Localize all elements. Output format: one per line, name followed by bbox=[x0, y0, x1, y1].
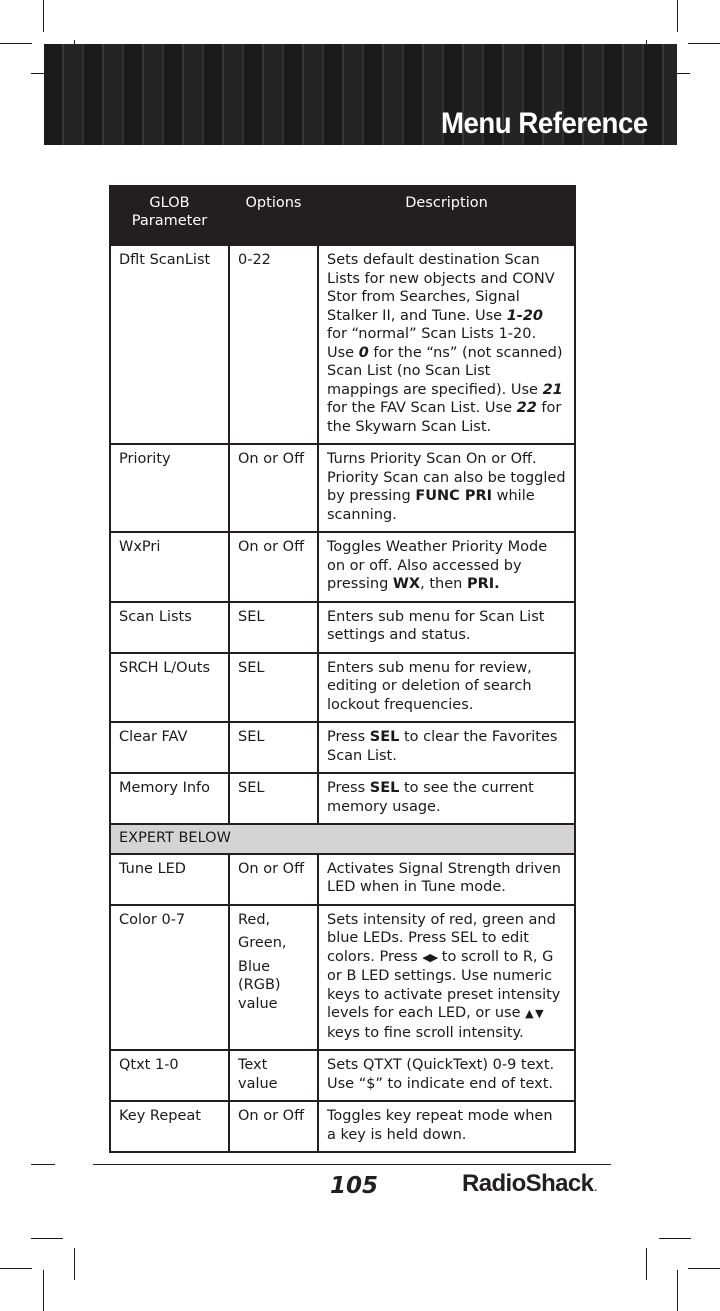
column-header-description: Description bbox=[318, 186, 575, 245]
parameter-cell: Clear FAV bbox=[110, 722, 229, 773]
crop-mark bbox=[74, 1248, 75, 1280]
options-cell: On or Off bbox=[229, 854, 318, 905]
table-row bbox=[110, 532, 575, 602]
crop-mark bbox=[646, 1248, 647, 1280]
crop-mark bbox=[31, 1164, 55, 1165]
brand-logo: RadioShack. bbox=[462, 1170, 597, 1197]
parameter-cell: Color 0-7 bbox=[110, 905, 229, 1051]
options-cell: SEL bbox=[229, 602, 318, 653]
options-cell: SEL bbox=[229, 773, 318, 824]
crop-mark bbox=[0, 43, 32, 44]
menu-reference-table bbox=[109, 185, 576, 1153]
description-cell: Sets QTXT (QuickText) 0-9 text. Use “$” to indicate end of text. bbox=[318, 1050, 575, 1101]
parameter-cell: Scan Lists bbox=[110, 602, 229, 653]
options-cell: On or Off bbox=[229, 444, 318, 532]
parameter-cell: Tune LED bbox=[110, 854, 229, 905]
parameter-cell: SRCH L/Outs bbox=[110, 653, 229, 723]
table-header-row bbox=[110, 186, 575, 245]
up-down-arrows-icon: ▲ ▼ bbox=[525, 1007, 543, 1020]
description-cell: Toggles Weather Priority Mode on or off. Also accessed by pressing WX, then PRI. bbox=[318, 532, 575, 602]
parameter-cell: Dflt ScanList bbox=[110, 245, 229, 444]
page-number: 105 bbox=[330, 1173, 379, 1199]
crop-mark bbox=[43, 1270, 44, 1311]
description-cell: Enters sub menu for Scan List settings and status. bbox=[318, 602, 575, 653]
options-cell: On or Off bbox=[229, 1101, 318, 1152]
description-cell: Activates Signal Strength driven LED when in Tune mode. bbox=[318, 854, 575, 905]
section-row-expert bbox=[110, 824, 575, 854]
description-cell: Toggles key repeat mode when a key is held down. bbox=[318, 1101, 575, 1152]
table-row bbox=[110, 854, 575, 905]
option-line: Green, bbox=[238, 935, 287, 951]
crop-mark bbox=[688, 43, 720, 44]
crop-mark bbox=[43, 0, 44, 32]
parameter-cell: Qtxt 1-0 bbox=[110, 1050, 229, 1101]
parameter-cell: Key Repeat bbox=[110, 1101, 229, 1152]
table-row bbox=[110, 444, 575, 532]
options-cell: On or Off bbox=[229, 532, 318, 602]
table-row bbox=[110, 602, 575, 653]
crop-mark bbox=[677, 0, 678, 32]
options-cell: SEL bbox=[229, 653, 318, 723]
table-row bbox=[110, 1050, 575, 1101]
options-cell: Text value bbox=[229, 1050, 318, 1101]
crop-mark bbox=[688, 1268, 720, 1269]
crop-mark bbox=[677, 1270, 678, 1311]
page-title: Menu Reference bbox=[441, 107, 648, 140]
left-right-arrows-icon: ◀▶ bbox=[422, 950, 438, 964]
table-row bbox=[110, 1101, 575, 1152]
options-cell bbox=[229, 905, 318, 1051]
description-cell: Enters sub menu for review, editing or deletion of search lockout frequencies. bbox=[318, 653, 575, 723]
option-line: Blue (RGB) value bbox=[238, 958, 281, 1012]
crop-mark bbox=[0, 1268, 32, 1269]
table-row bbox=[110, 905, 575, 1051]
table-row bbox=[110, 773, 575, 824]
description-cell: Press SEL to see the current memory usage. bbox=[318, 773, 575, 824]
table-row bbox=[110, 722, 575, 773]
description-cell: Press SEL to clear the Favorites Scan List. bbox=[318, 722, 575, 773]
footer-divider bbox=[93, 1164, 611, 1165]
crop-mark bbox=[31, 1238, 63, 1239]
table-row bbox=[110, 245, 575, 444]
description-cell: Sets intensity of red, green and blue LEDs. Press SEL to edit colors. Press ◀▶ to scroll to R, G or B LED settings. Use numeric keys to activate preset intensity levels for each LED, or use ▲ ▼ keys to fine scroll intensity. bbox=[318, 905, 575, 1051]
section-label: EXPERT BELOW bbox=[110, 824, 575, 854]
option-line: Red, bbox=[238, 911, 271, 928]
column-header-options: Options bbox=[229, 186, 318, 245]
parameter-cell: Memory Info bbox=[110, 773, 229, 824]
options-cell: 0-22 bbox=[229, 245, 318, 444]
description-cell: Turns Priority Scan On or Off. Priority Scan can also be toggled by pressing FUNC PRI while scanning. bbox=[318, 444, 575, 532]
parameter-cell: WxPri bbox=[110, 532, 229, 602]
table-row bbox=[110, 653, 575, 723]
column-header-parameter: GLOB Parameter bbox=[110, 186, 229, 245]
description-cell: Sets default destination Scan Lists for new objects and CONV Stor from Searches, Signal Stalker II, and Tune. Use 1-20 for “normal” Scan Lists 1-20. Use 0 for the “ns” (not scanned) Scan List (no Scan List mappings are specified). Use 21 for the FAV Scan List. Use 22 for the Skywarn Scan List. bbox=[318, 245, 575, 444]
crop-mark bbox=[659, 1238, 691, 1239]
parameter-cell: Priority bbox=[110, 444, 229, 532]
options-cell: SEL bbox=[229, 722, 318, 773]
